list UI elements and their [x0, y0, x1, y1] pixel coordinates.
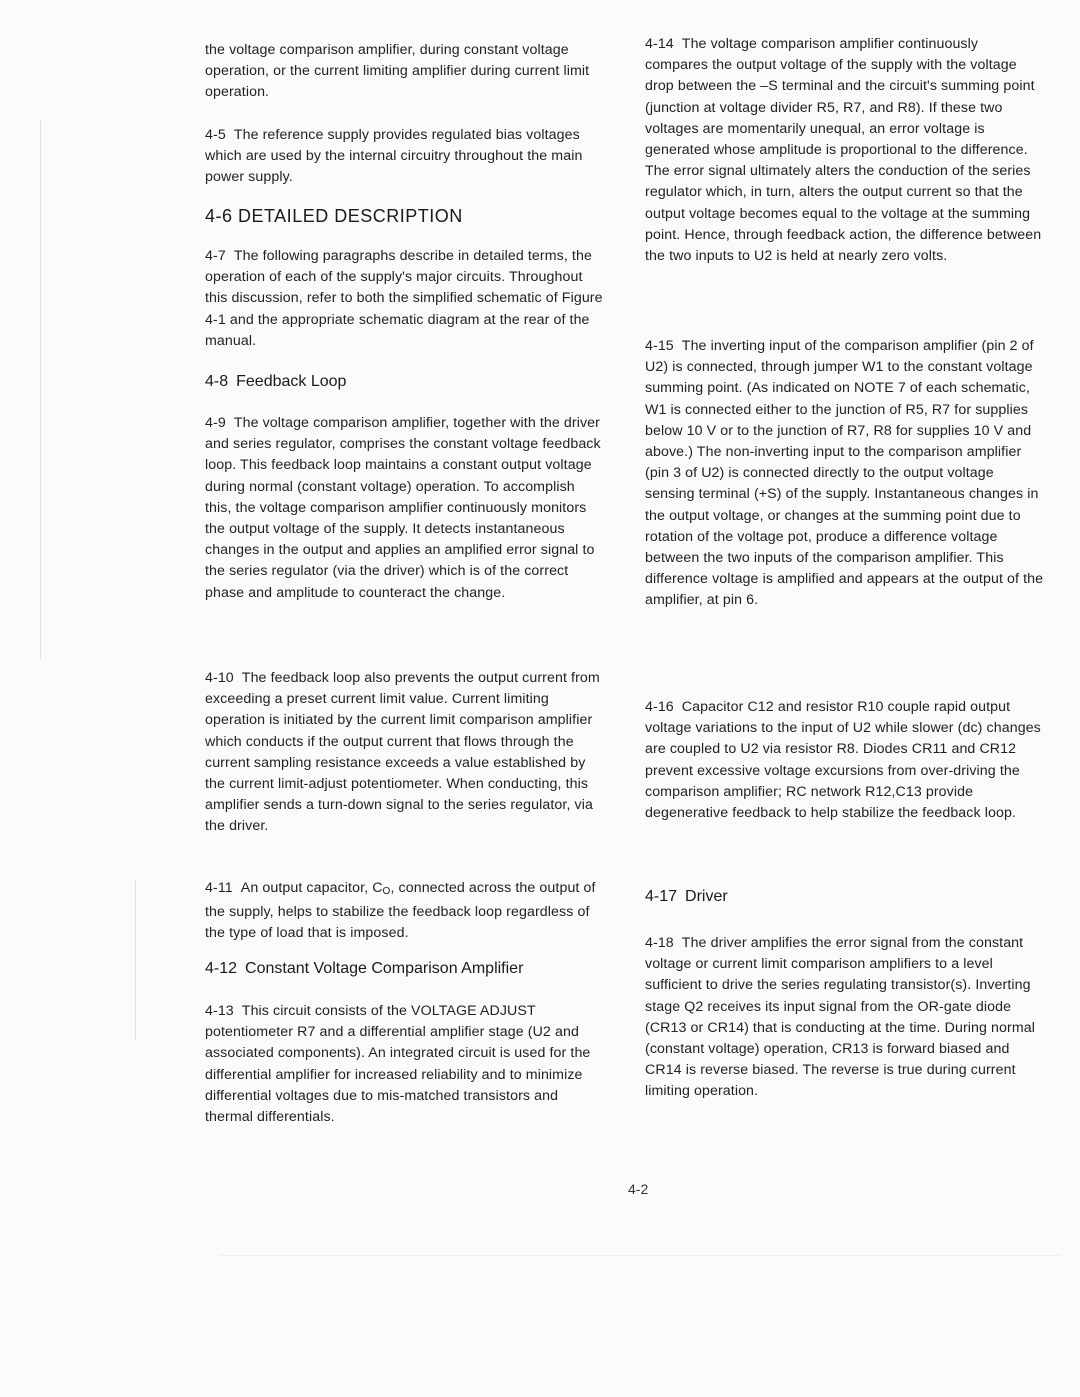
paragraph-4-10 — [205, 668, 605, 838]
paragraph-text: The driver amplifies the error signal from the constant voltage or current limit comparison amplifiers to a level sufficient to drive the series regulating transistor(s). Inverting stage Q2 receives its input signal from the OR-gate diode (CR13 or CR14) that is conducting at the time. During normal (constant voltage) operation, CR13 is forward biased and CR14 is reverse biased. The reverse is true during current limiting operation. — [645, 935, 1036, 1100]
heading-number: 4-17 — [645, 888, 678, 905]
paragraph-number: 4-16 — [645, 699, 674, 715]
paragraph-number: 4-15 — [645, 338, 674, 354]
paragraph-text: The following paragraphs describe in detailed terms, the operation of each of the supply's major circuits. Throughout this discussion, refer to both the simplified schematic of Figure 4-1 and the appropriate schematic diagram at the rear of the manual. — [205, 248, 603, 349]
subscript: O — [382, 886, 391, 897]
paragraph-number: 4-14 — [645, 36, 674, 52]
paragraph-4-7 — [205, 246, 605, 352]
paragraph-number: 4-11 — [205, 880, 233, 896]
paragraph-4-18 — [645, 933, 1045, 1103]
heading-title: Feedback Loop — [236, 373, 347, 390]
paragraph-number: 4-7 — [205, 248, 226, 264]
scan-bottom-rule — [220, 1255, 1060, 1256]
section-heading-4-6 — [205, 206, 605, 227]
page-number: 4-2 — [628, 1181, 649, 1197]
paragraph-text: The voltage comparison amplifier, together with the driver and series regulator, comprises the constant voltage feedback loop. This feedback loop maintains a constant output voltage during normal (constant voltage) operation. To accomplish this, the voltage comparison amplifier continuously monitors the output voltage of the supply. It detects instantaneous changes in the output and applies an amplified error signal to the series regulator (via the driver) which is of the correct phase and amplitude to counteract the change. — [205, 415, 601, 601]
paragraph-text: This circuit consists of the VOLTAGE ADJUST potentiometer R7 and a differential amplifier stage (U2 and associated components). An integrated circuit is used for the differential amplifier for increased reliability and to minimize differential voltages due to mis-matched transistors and thermal differentials. — [205, 1003, 591, 1126]
paragraph-4-15 — [645, 336, 1045, 612]
scan-edge-mark — [135, 880, 136, 1040]
paragraph-text-start: An output capacitor, C — [240, 880, 383, 896]
paragraph-number: 4-5 — [205, 127, 226, 143]
paragraph-4-16 — [645, 697, 1045, 824]
paragraph-4-14 — [645, 34, 1045, 267]
paragraph-text: The voltage comparison amplifier continuously compares the output voltage of the supply with the voltage drop between the –S terminal and the circuit's summing point (junction at voltage divider R5, R7, and R8). If these two voltages are momentarily unequal, an error voltage is generated whose amplitude is proportional to the difference. The error signal ultimately alters the conduction of the series regulator which, in turn, alters the output current so that the output voltage becomes equal to the voltage at the summing point. Hence, through feedback action, the difference between the two inputs to U2 is held at nearly zero volts. — [645, 36, 1042, 265]
paragraph-text: The feedback loop also prevents the output current from exceeding a preset current limit value. Current limiting operation is initiated by the current limit comparison amplifier which conducts if the output current that flows through the current sampling resistance exceeds a value established by the current limit-adjust potentiometer. When conducting, this amplifier sends a turn-down signal to the series regulator, via the driver. — [205, 670, 600, 835]
heading-number: 4-12 — [205, 960, 238, 977]
paragraph-number: 4-9 — [205, 415, 226, 431]
paragraph-number: 4-10 — [205, 670, 234, 686]
paragraph-number: 4-13 — [205, 1003, 234, 1019]
paragraph-text-end: , connected across the output of the supply, helps to stabilize the feedback loop regardless of the type of load that is imposed. — [205, 880, 596, 942]
subheading-4-17 — [645, 888, 1045, 906]
paragraph-4-11 — [205, 878, 605, 945]
heading-number: 4-8 — [205, 373, 229, 390]
paragraph-text: The reference supply provides regulated bias voltages which are used by the internal circuitry throughout the main power supply. — [205, 127, 583, 186]
subheading-4-8 — [205, 373, 605, 391]
paragraph-number: 4-18 — [645, 935, 674, 951]
paragraph-4-5 — [205, 125, 605, 189]
paragraph-4-13 — [205, 1001, 605, 1128]
heading-title: Constant Voltage Comparison Amplifier — [245, 960, 524, 977]
paragraph-text: Capacitor C12 and resistor R10 couple rapid output voltage variations to the input of U2 while slower (dc) changes are coupled to U2 via resistor R8. Diodes CR11 and CR12 prevent excessive voltage excursions from over-driving the comparison amplifier; RC network R12,C13 provide degenerative feedback to help stabilize the feedback loop. — [645, 699, 1041, 822]
paragraph-4-9 — [205, 413, 605, 604]
paragraph-text: The inverting input of the comparison amplifier (pin 2 of U2) is connected, through jumper W1 to the constant voltage summing point. (As indicated on NOTE 7 of each schematic, W1 is connected either to the junction of R5, R7 for supplies below 10 V or to the junction of R7, R8 for supplies 10 V and above.) The non-inverting input to the comparison amplifier (pin 3 of U2) is connected directly to the output voltage sensing terminal (+S) of the supply. Instantaneous changes in the output voltage, or changes at the summing point due to rotation of the voltage pot, produce a difference voltage between the two inputs of the comparison amplifier. This difference voltage is amplified and appears at the output of the amplifier, at pin 6. — [645, 338, 1044, 609]
heading-title: Driver — [685, 888, 728, 905]
section-title: 4-6 DETAILED DESCRIPTION — [205, 206, 463, 226]
intro-paragraph: the voltage comparison amplifier, during constant voltage operation, or the current limiting amplifier during current limit operation. — [205, 42, 590, 101]
subheading-4-12 — [205, 960, 605, 978]
scan-edge-mark — [40, 120, 41, 660]
